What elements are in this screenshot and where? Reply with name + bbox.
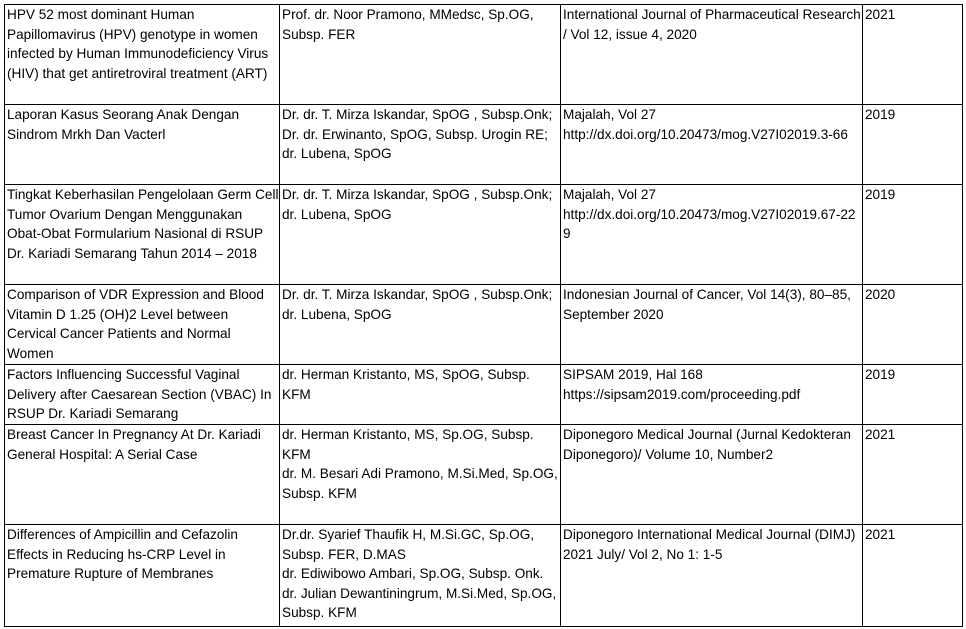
publication-cell [561,365,863,425]
publication-cell [561,525,863,627]
publication-cell [561,5,863,105]
title-cell [5,185,280,285]
title-text: Comparison of VDR Expression and Blood Vitamin D 1.25 (OH)2 Level between Cervical Cancer Patients and Normal Women [7,287,264,361]
title-cell [5,425,280,525]
publication-cell [561,185,863,285]
table-row [5,425,963,525]
title-text: Differences of Ampicillin and Cefazolin Effects in Reducing hs-CRP Level in Premature Rupture of Membranes [7,527,238,582]
year-cell [863,185,963,285]
author-text: Dr. dr. T. Mirza Iskandar, SpOG , Subsp.Onk; dr. Lubena, SpOG [282,187,553,222]
year-text: 2019 [865,107,896,122]
title-text: HPV 52 most dominant Human Papillomavirus (HPV) genotype in women infected by Human Immunodeficiency Virus (HIV) that get antiretroviral treatment (ART) [7,7,269,81]
title-text: Laporan Kasus Seorang Anak Dengan Sindrom Mrkh Dan Vacterl [7,107,240,142]
year-text: 2021 [865,7,896,22]
authors-cell [280,185,561,285]
publication-table [4,4,963,627]
title-text: Factors Influencing Successful Vaginal Delivery after Caesarean Section (VBAC) In RSUP Dr. Kariadi Semarang [7,367,272,422]
doi-link[interactable]: http://dx.doi.org/10.20473/mog.V27I02019.3-66 [563,126,848,142]
year-cell [863,5,963,105]
author-text: Dr.dr. Syarief Thaufik H, M.Si.GC, Sp.OG, Subsp. FER, D.MAS [282,527,535,562]
title-text: Tingkat Keberhasilan Pengelolaan Germ Cell Tumor Ovarium Dengan Menggunakan Obat-Obat Formularium Nasional di RSUP Dr. Kariadi Semarang Tahun 2014 – 2018 [7,187,279,261]
publication-cell [561,285,863,365]
authors-cell [280,365,561,425]
year-text: 2019 [865,367,896,382]
author-text: Dr. dr. T. Mirza Iskandar, SpOG , Subsp.Onk; dr. Lubena, SpOG [282,287,553,322]
author-text: dr. M. Besari Adi Pramono, M.Si.Med, Sp.OG, Subsp. KFM [282,466,558,501]
year-cell [863,365,963,425]
author-text: dr. Julian Dewantiningrum, M.Si.Med, Sp.OG, Subsp. KFM [282,585,557,621]
publication-text: Indonesian Journal of Cancer, Vol 14(3), 80–85, September 2020 [563,287,851,322]
proceeding-link[interactable]: https://sipsam2019.com/proceeding.pdf [563,386,801,402]
year-cell [863,525,963,627]
table-row [5,5,963,105]
publication-text: Majalah, Vol 27 [563,187,656,202]
title-cell [5,105,280,185]
year-cell [863,105,963,185]
author-text: dr. Herman Kristanto, MS, Sp.OG, Subsp. KFM [282,427,534,462]
year-text: 2020 [865,287,896,302]
authors-cell [280,5,561,105]
table-row [5,185,963,285]
publication-text: Diponegoro International Medical Journal (DIMJ) 2021 July/ Vol 2, No 1: 1-5 [563,527,856,562]
doi-link[interactable]: http://dx.doi.org/10.20473/mog.V27I02019.67-229 [563,206,856,242]
year-cell [863,425,963,525]
table-row [5,365,963,425]
publication-text: Majalah, Vol 27 [563,107,656,122]
title-cell [5,285,280,365]
title-text: Breast Cancer In Pregnancy At Dr. Kariadi General Hospital: A Serial Case [7,427,261,462]
year-text: 2019 [865,187,896,202]
publication-cell [561,425,863,525]
title-cell [5,525,280,627]
author-text: Dr. dr. T. Mirza Iskandar, SpOG , Subsp.Onk; Dr. dr. Erwinanto, SpOG, Subsp. Urogin RE; dr. Lubena, SpOG [282,107,553,162]
publication-text: Diponegoro Medical Journal (Jurnal Kedokteran Diponegoro)/ Volume 10, Number2 [563,427,851,462]
authors-cell [280,425,561,525]
title-cell [5,365,280,425]
publication-text: SIPSAM 2019, Hal 168 [563,367,703,382]
year-text: 2021 [865,427,896,442]
table-row [5,285,963,365]
authors-cell [280,525,561,627]
year-text: 2021 [865,527,896,542]
publication-cell [561,105,863,185]
table-row [5,105,963,185]
year-cell [863,285,963,365]
title-cell [5,5,280,105]
author-text: dr. Herman Kristanto, MS, SpOG, Subsp. KFM [282,367,530,402]
publication-text: International Journal of Pharmaceutical Research / Vol 12, issue 4, 2020 [563,7,861,42]
author-text: Prof. dr. Noor Pramono, MMedsc, Sp.OG, Subsp. FER [282,7,534,42]
table-row [5,525,963,627]
author-text: dr. Ediwibowo Ambari, Sp.OG, Subsp. Onk. [282,566,544,582]
authors-cell [280,285,561,365]
authors-cell [280,105,561,185]
